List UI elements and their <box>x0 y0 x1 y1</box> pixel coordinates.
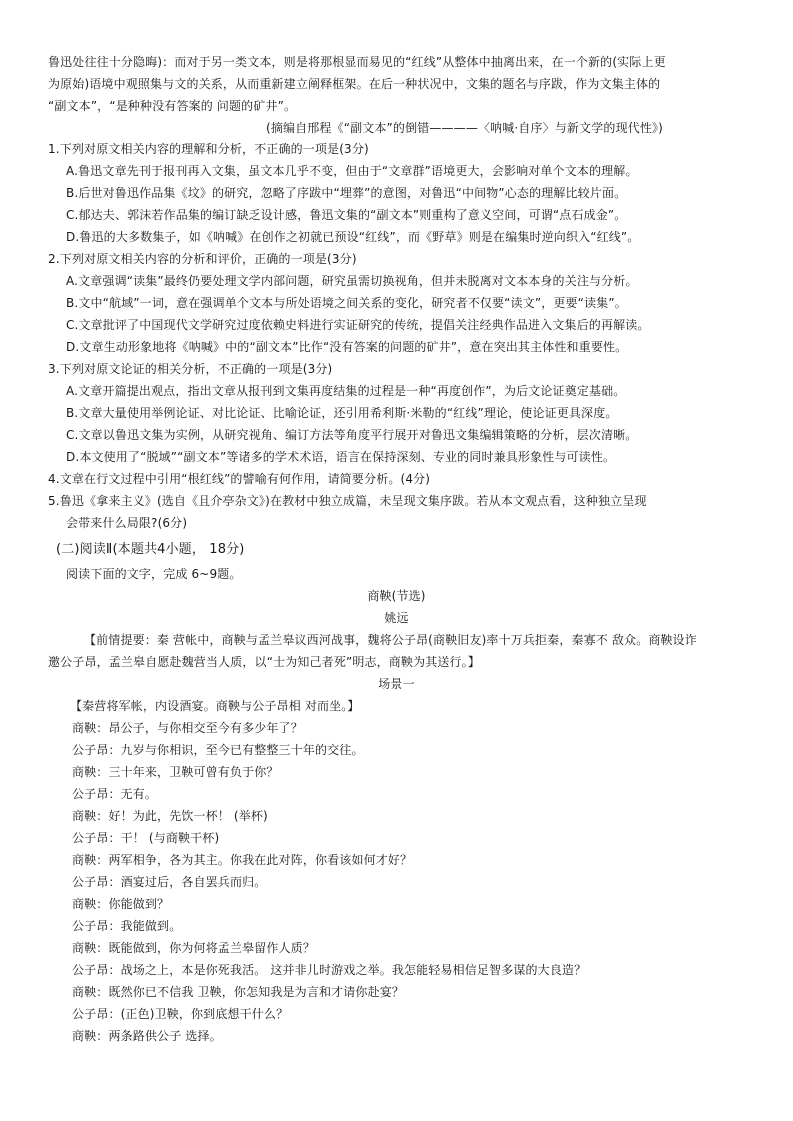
question-2-option-d: D.文章生动形象地将《呐喊》中的“副文本”比作“没有答案的问题的矿井”，意在突出其主体性和重要性。 <box>66 340 628 354</box>
dialogue-line: 公子昂：干！ (与商鞅干杯) <box>72 831 220 845</box>
play-title: 商鞅(节选) <box>367 589 426 603</box>
question-1-option-c: C.郁达夫、郭沫若作品集的编订缺乏设计感，鲁迅文集的“副文本”则重构了意义空间，可谓“点石成金”。 <box>66 208 627 222</box>
play-author: 姚远 <box>384 611 409 625</box>
question-2-option-b: B.文中“航域”一词，意在强调单个文本与所处语境之间关系的变化，研究者不仅要“读文”，更要“读集”。 <box>66 296 627 310</box>
question-2-option-a: A.文章强调“读集”最终仍要处理文学内部问题，研究虽需切换视角，但并未脱离对文本本身的关注与分析。 <box>66 274 638 288</box>
dialogue-line: 商鞅：你能做到？ <box>72 897 170 911</box>
question-5: 5.鲁迅《拿来主义》(选自《且介亭杂文》)在教材中独立成篇，未呈现文集序跋。若从本文观点看，这种独立呈现 <box>48 494 647 508</box>
dialogue-line: 商鞅：两军相争，各为其主。你我在此对阵，你看该如何才好？ <box>72 853 413 867</box>
passage-line: 为原始)语境中观照集与文的关系，从而重新建立阐释框架。在后一种状况中，文集的题名与序跋，作为文集主体的 <box>48 77 661 91</box>
dialogue-line: 公子昂：(正色)卫鞅，你到底想干什么？ <box>72 1007 289 1021</box>
question-1-option-b: B.后世对鲁迅作品集《坟》的研究，忽略了序跋中“埋葬”的意图，对鲁迅“中间物”心态的理解比较片面。 <box>66 186 627 200</box>
question-3-option-a: A.文章开篇提出观点，指出文章从报刊到文集再度结集的过程是一种“再度创作”，为后文论证奠定基础。 <box>66 384 626 398</box>
question-3: 3.下列对原文论证的相关分析，不正确的一项是(3分) <box>48 362 333 376</box>
dialogue-line: 公子昂：无有。 <box>72 787 158 801</box>
question-3-option-c: C.文章以鲁迅文集为实例，从研究视角、编订方法等角度平行展开对鲁迅文集编辑策略的分析，层次清晰。 <box>66 428 638 442</box>
dialogue-line: 公子昂：我能做到。 <box>72 919 182 933</box>
dialogue-line: 公子昂：战场之上，本是你死我活。 这并非儿时游戏之举。我怎能轻易相信足智多谋的大良造？ <box>72 963 587 977</box>
passage-citation: (摘编自邢程《“副文本”的倒错————〈呐喊·自序〉与新文学的现代性》) <box>266 121 664 135</box>
question-3-option-b: B.文章大量使用举例论证、对比论证、比喻论证，还引用希利斯·米勒的“红线”理论，使论证更具深度。 <box>66 406 618 420</box>
section-instruction: 阅读下面的文字，完成 6~9题。 <box>66 567 242 581</box>
dialogue-line: 公子昂：九岁与你相识，至今已有整整三十年的交往。 <box>72 743 364 757</box>
question-4: 4.文章在行文过程中引用“根红线”的譬喻有何作用，请简要分析。(4分) <box>48 472 431 486</box>
dialogue-line: 商鞅：既然你已不信我 卫鞅，你怎知我是为言和才请你赴宴？ <box>72 985 405 999</box>
question-1: 1.下列对原文相关内容的理解和分析，不正确的一项是(3分) <box>48 142 369 156</box>
dialogue-line: 商鞅：三十年来，卫鞅可曾有负于你？ <box>72 765 279 779</box>
dialogue-line: 商鞅：好！为此，先饮一杯！ (举杯) <box>72 809 268 823</box>
stage-direction: 【秦营将军帐，内设酒宴。商鞅与公子昂相 对而坐。】 <box>70 699 360 713</box>
question-3-option-d: D.本文使用了“脱域”“副文本”等诸多的学术术语，语言在保持深刻、专业的同时兼具形象性与可读性。 <box>66 450 616 464</box>
question-2-option-c: C.文章批评了中国现代文学研究过度依赖史料进行实证研究的传统，提倡关注经典作品进入文集后的再解读。 <box>66 318 650 332</box>
question-5-continued: 会带来什么局限?(6分) <box>66 516 188 530</box>
scene-heading: 场景一 <box>378 677 415 691</box>
dialogue-line: 商鞅：既能做到，你为何将孟兰皋留作人质？ <box>72 941 316 955</box>
question-1-option-a: A.鲁迅文章先刊于报刊再入文集，虽文本几乎不变，但由于“文章群”语境更大，会影响对单个文本的理解。 <box>66 164 638 178</box>
section-heading: (二)阅读Ⅱ(本题共4小题， 18分) <box>56 542 245 557</box>
prelude-line: 邀公子昂，孟兰皋自愿赴魏营当人质，以“士为知己者死”明志，商鞅为其送行。】 <box>48 655 480 669</box>
dialogue-line: 商鞅：两条路供公子 选择。 <box>72 1029 222 1043</box>
prelude-line: 【前情提要：秦 营帐中，商鞅与孟兰皋议西河战事，魏将公子昂(商鞅旧友)率十万兵拒秦，秦寡不 敌众。商鞅设诈 <box>84 633 697 647</box>
passage-line: 鲁迅处往往十分隐晦)：而对于另一类文本，则是将那根显而易见的“红线”从整体中抽离出来，在一个新的(实际上更 <box>48 55 666 69</box>
question-2: 2.下列对原文相关内容的分析和评价，正确的一项是(3分) <box>48 252 357 266</box>
dialogue-line: 公子昂：酒宴过后，各自罢兵而归。 <box>72 875 267 889</box>
question-1-option-d: D.鲁迅的大多数集子，如《呐喊》在创作之初就已预设“红线”，而《野草》则是在编集时逆向织入“红线”。 <box>66 230 640 244</box>
dialogue-line: 商鞅：昂公子，与你相交至今有多少年了？ <box>72 721 303 735</box>
passage-line: “副文本”，“是种种没有答案的 问题的矿井”。 <box>48 99 297 113</box>
